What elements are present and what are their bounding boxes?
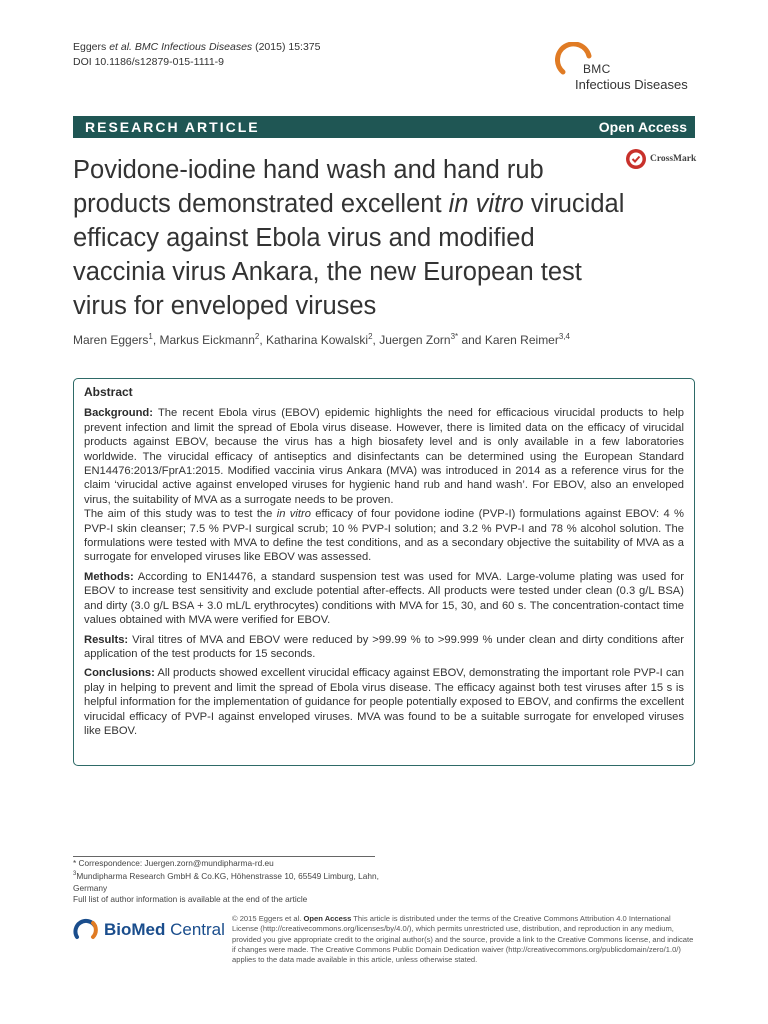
- author[interactable]: Markus Eickmann$^2$: [159, 332, 260, 347]
- publisher-name-bio: BioMed: [104, 920, 166, 939]
- abstract-results: Results: Viral titres of MVA and EBOV were reduced by >99.99 % to >99.999 % under clean and dirty conditions after application of the test products for 15 seconds.: [84, 633, 684, 660]
- abstract-aim: The aim of this study was to test the in vitro efficacy of four povidone iodine (PVP-I) formulations against EBOV: 4 % PVP-I skin cleanser; 7.5 % PVP-I surgical scrub; 10 % PVP-I solution; and 3.2 % PVP-I and 78 % alcohol solution. The formulations were tested with MVA to define the test conditions, and as a secondary objective the suitability of MVA as a surrogate for enveloped viruses like EBOV was assessed.: [84, 508, 684, 564]
- article-title: [73, 153, 633, 323]
- abstract-methods: Methods: According to EN14476, a standard suspension test was used for MVA. Large-volume plating was used for EBOV to increase test sensitivity and exclude potential after-effects. All products were tested under clean (0.3 g/L BSA) and dirty (3.0 g/L BSA + 3.0 mL/L erythrocytes) conditions with MVA for 15, 30, and 60 s. The concentration-contact time values obtained with MVA were verified for EBOV.: [84, 570, 684, 627]
- author[interactable]: Katharina Kowalski$^2$: [266, 332, 373, 347]
- title-italic: in vitro: [448, 190, 524, 218]
- publisher-logo[interactable]: [73, 917, 225, 943]
- abstract-heading: Abstract: [84, 385, 133, 399]
- author[interactable]: Maren Eggers$^1$: [73, 332, 153, 347]
- title-part1: Povidone-iodine hand wash and hand rub products demonstrated excellent: [73, 156, 544, 218]
- abstract-box: [73, 378, 695, 766]
- affiliation-note: $^3$Mundipharma Research GmbH & Co.KG, Höhenstrasse 10, 65549 Limburg, Lahn, Germany: [73, 871, 379, 893]
- title-part2: virucidal efficacy against Ebola virus and modified vaccinia virus Ankara, the new European test virus for enveloped viruses: [73, 190, 625, 320]
- logo-journal-name: Infectious Diseases: [575, 77, 688, 92]
- article-type-banner: [73, 116, 695, 138]
- footnotes: [73, 858, 383, 905]
- publisher-name-central: Central: [165, 920, 225, 939]
- citation-journal: et al. BMC Infectious Diseases: [109, 41, 253, 53]
- author[interactable]: Karen Reimer$^{3,4}$: [484, 332, 570, 347]
- biomed-central-logo-icon: [73, 917, 99, 943]
- citation-header: [73, 40, 320, 70]
- correspondence-note[interactable]: * Correspondence: Juergen.zorn@mundipharma-rd.eu: [73, 858, 274, 868]
- abstract-background: Background: The recent Ebola virus (EBOV) epidemic highlights the need for efficacious virucidal products to help prevent infection and limit the spread of Ebola virus disease. However, there is limited data on the efficacy of virucidal products against EBOV, because the virus has a high biosafety level and is only available in a few laboratories worldwide. The virucidal efficacy of antiseptics and disinfectants can be determined using the European Standard EN14476:2013/FprA1:2015. Modified vaccinia virus Ankara (MVA) was introduced in 2014 as a reference virus for the claim ‘virucidal active against enveloped viruses for hygienic hand rub and hand wash’. For EBOV, also an enveloped virus, the suitability of MVA as a surrogate needs to be proven.: [84, 407, 684, 506]
- author-info-note: Full list of author information is available at the end of the article: [73, 893, 308, 904]
- author[interactable]: Juergen Zorn$^{3*}$: [379, 332, 459, 347]
- crossmark-badge[interactable]: [625, 148, 696, 170]
- abstract-conclusions: Conclusions: All products showed excellent virucidal efficacy against EBOV, demonstrating the important role PVP-I can play in helping to prevent and limit the spread of Ebola virus disease. The efficacy against both test viruses after 15 s is helpful information for the implementation of guidance for people potentially exposed to EBOV, and confirms the excellent virucidal efficacy of PVP-I against enveloped viruses. MVA was found to be a suitable surrogate for enveloped viruses like EBOV.: [84, 667, 684, 737]
- license-statement: © 2015 Eggers et al. Open Access This article is distributed under the terms of the Creative Commons Attribution 4.0 International License (http://creativecommons.org/licenses/by/4.0/), which permits unrestricted use, distribution, and reproduction in any medium, provided you give appropriate credit to the original author(s) and the source, provide a link to the Creative Commons license, and indicate if changes were made. The Creative Commons Public Domain Dedication waiver (http://creativecommons.org/publicdomain/zero/1.0/) applies to the data made available in this article, unless otherwise stated.: [232, 914, 694, 965]
- author-list: Maren Eggers$^1$, Markus Eickmann$^2$, Katharina Kowalski$^2$, Juergen Zorn$^{3*}$ and Karen Reimer$^{3,4}$: [73, 332, 570, 347]
- citation-year-volume: (2015) 15:375: [252, 41, 321, 53]
- article-type: RESEARCH ARTICLE: [85, 119, 260, 135]
- open-access-label: Open Access: [598, 119, 687, 135]
- doi-link[interactable]: DOI 10.1186/s12879-015-1111-9: [73, 56, 224, 68]
- citation-authors: Eggers: [73, 41, 110, 53]
- logo-brand: BMC: [583, 62, 611, 76]
- crossmark-label: CrossMark: [650, 154, 697, 164]
- footnote-divider: [73, 856, 375, 857]
- journal-logo[interactable]: [555, 42, 705, 97]
